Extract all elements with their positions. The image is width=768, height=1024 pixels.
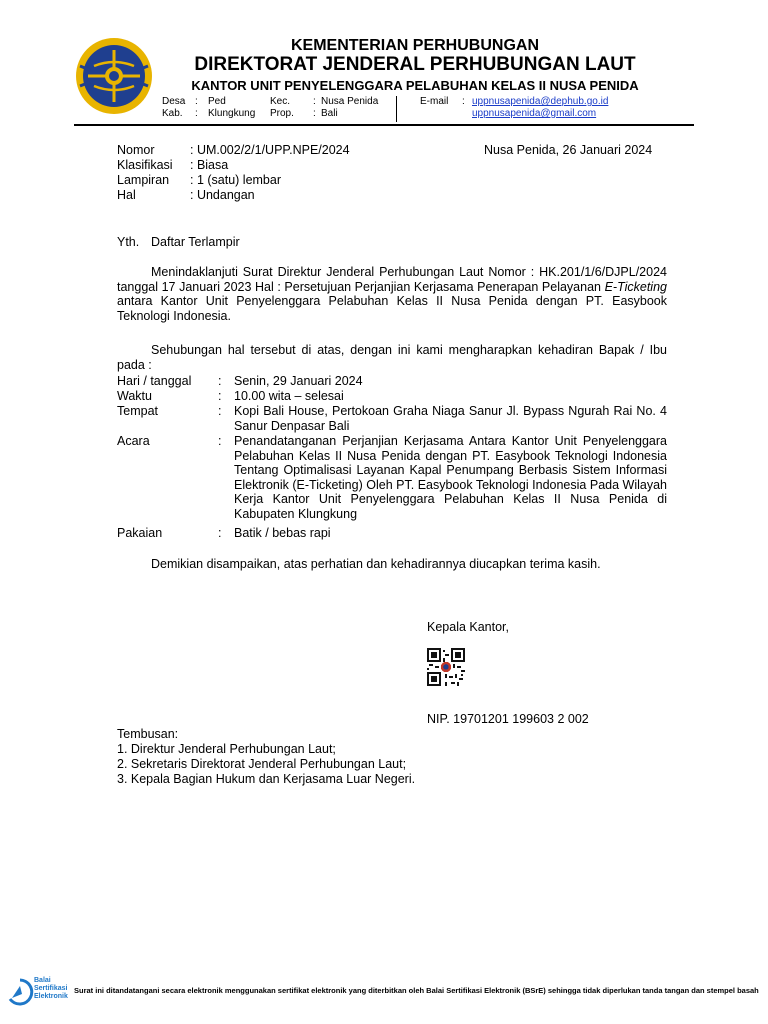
address-desa-sep: :: [195, 96, 198, 107]
waktu-label: Waktu: [117, 389, 152, 403]
address-kab-label: Kab.: [162, 108, 183, 119]
signature-title: Kepala Kantor,: [427, 620, 510, 634]
bsre-line3: Elektronik: [34, 993, 68, 1000]
tempat-label: Tempat: [117, 404, 158, 418]
hal-value: : Undangan: [190, 188, 255, 202]
place-date: Nusa Penida, 26 Januari 2024: [484, 143, 653, 157]
address-desa-label: Desa: [162, 96, 186, 107]
nomor-value: : UM.002/2/1/UPP.NPE/2024: [190, 143, 350, 157]
acara-label: Acara: [117, 434, 150, 448]
bsre-logo-text: [34, 977, 68, 1001]
address-kec-value: Nusa Penida: [321, 96, 379, 107]
address-prop-label: Prop.: [270, 108, 294, 119]
waktu-value: 10.00 wita – selesai: [234, 389, 344, 403]
pakaian-label: Pakaian: [117, 526, 163, 540]
acara-sep: :: [218, 434, 222, 448]
letterhead-directorate: DIREKTORAT JENDERAL PERHUBUNGAN LAUT: [194, 54, 636, 75]
bsre-line2: Sertifikasi: [34, 985, 68, 992]
footer-note: Surat ini ditandatangani secara elektronik menggunakan sertifikat elektronik yang diterbitkan oleh Balai Sertifikasi Elektronik (BSrE) sehingga tidak diperlukan tanda tangan dan stempel basah: [74, 986, 759, 995]
lampiran-label: Lampiran: [117, 173, 170, 187]
tembusan-item: 1. Direktur Jenderal Perhubungan Laut;: [117, 742, 336, 756]
email-link-dephub[interactable]: uppnusapenida@dephub.go.id: [472, 96, 609, 107]
bsre-line1: Balai: [34, 977, 51, 984]
address-prop-sep: :: [313, 108, 316, 119]
klasifikasi-label: Klasifikasi: [117, 158, 173, 172]
email-link-gmail[interactable]: uppnusapenida@gmail.com: [472, 108, 597, 119]
hari-sep: :: [218, 374, 222, 388]
paragraph-reference-emphasis: E-Ticketing: [604, 279, 667, 294]
paragraph-invitation: Sehubungan hal tersebut di atas, dengan ini kami mengharapkan kehadiran Bapak / Ibu pada :: [117, 343, 667, 372]
address-kec-sep: :: [313, 96, 316, 107]
hari-label: Hari / tanggal: [117, 374, 192, 388]
nomor-label: Nomor: [117, 143, 155, 157]
address-prop-value: Bali: [321, 108, 338, 119]
pakaian-value: Batik / bebas rapi: [234, 526, 331, 540]
hal-label: Hal: [117, 188, 136, 202]
recipient-name: Daftar Terlampir: [151, 235, 240, 249]
email-label: E-mail: [420, 96, 449, 107]
email-sep: :: [462, 96, 465, 107]
bsre-emblem-icon: [6, 978, 34, 1006]
signature-nip: NIP. 19701201 199603 2 002: [427, 712, 589, 726]
letterhead-office: KANTOR UNIT PENYELENGGARA PELABUHAN KELAS II NUSA PENIDA: [191, 78, 639, 93]
paragraph-reference-a: Menindaklanjuti Surat Direktur Jenderal Perhubungan Laut Nomor : HK.201/1/6/DJPL/2024 tanggal 17 Januari 2023 Hal : Persetujuan Perjanjian Kerjasama Penerapan Pelayanan: [117, 265, 667, 294]
tempat-value: Kopi Bali House, Pertokoan Graha Niaga Sanur Jl. Bypass Ngurah Rai No. 4 Sanur Denpasar Bali: [234, 404, 667, 433]
waktu-sep: :: [218, 389, 222, 403]
signature-qr-code: [427, 648, 465, 686]
acara-value: Penandatanganan Perjanjian Kerjasama Antara Kantor Unit Penyelenggara Pelabuhan Kelas II Nusa Penida dengan PT. Easybook Teknologi Indonesia Tentang Optimalisasi Layanan Kapal Penumpang Berbasis Sistem Informasi Elektronik (E-Ticketing) Oleh PT. Easybook Teknologi Indonesia Pada Wilayah Kerja Kantor Unit Penyelenggara Pelabuhan Kelas II Nusa Penida di Kabupaten Klungkung: [234, 434, 667, 521]
tembusan-item: 2. Sekretaris Direktorat Jenderal Perhubungan Laut;: [117, 757, 407, 771]
yth: Yth.: [117, 235, 140, 249]
address-kab-value: Klungkung: [208, 108, 256, 119]
bsre-logo: [6, 976, 76, 1008]
paragraph-reference: [117, 265, 667, 323]
paragraph-reference-b: antara Kantor Unit Penyelenggara Pelabuhan Kelas II Nusa Penida dengan PT. Easybook Teknologi Indonesia.: [117, 294, 667, 323]
closing-paragraph: Demikian disampaikan, atas perhatian dan kehadirannya diucapkan terima kasih.: [151, 557, 601, 571]
lampiran-value: : 1 (satu) lembar: [190, 173, 282, 187]
ministry-logo: [74, 36, 154, 116]
tempat-sep: :: [218, 404, 222, 418]
address-kec-label: Kec.: [270, 96, 291, 107]
pakaian-sep: :: [218, 526, 222, 540]
tembusan-label: Tembusan:: [117, 727, 179, 741]
tembusan-item: 3. Kepala Bagian Hukum dan Kerjasama Luar Negeri.: [117, 772, 416, 786]
klasifikasi-value: : Biasa: [190, 158, 229, 172]
address-divider: [396, 96, 397, 122]
hari-value: Senin, 29 Januari 2024: [234, 374, 363, 388]
letterhead-divider: [74, 124, 694, 126]
address-kab-sep: :: [195, 108, 198, 119]
address-desa-value: Ped: [208, 96, 226, 107]
letterhead-ministry: KEMENTERIAN PERHUBUNGAN: [290, 37, 539, 54]
